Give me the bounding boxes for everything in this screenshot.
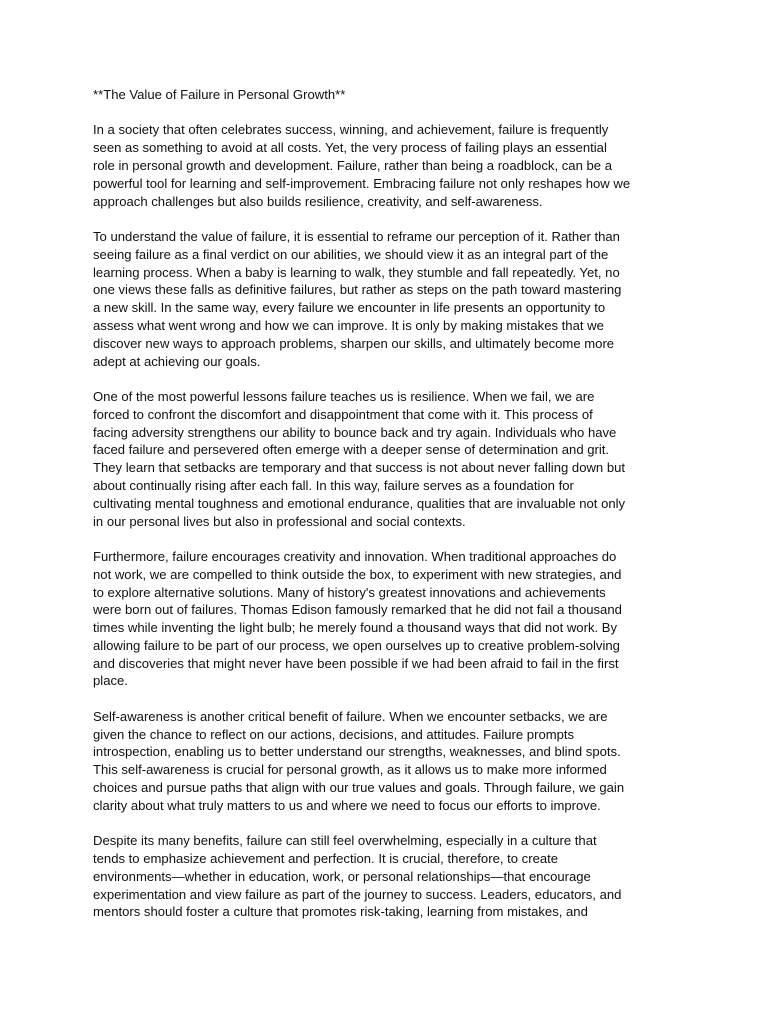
- paragraph-line: assess what went wrong and how we can improve. It is only by making mistakes that we: [93, 317, 604, 333]
- paragraph-line: To understand the value of failure, it is essential to reframe our perception of it. Rather than: [93, 228, 620, 244]
- paragraph-line: seeing failure as a final verdict on our abilities, we should view it as an integral part of the: [93, 246, 609, 262]
- paragraph-line: forced to confront the discomfort and disappointment that come with it. This process of: [93, 406, 593, 422]
- paragraph-line: faced failure and persevered often emerge with a deeper sense of determination and grit.: [93, 442, 610, 458]
- paragraph-line: adept at achieving our goals.: [93, 353, 261, 369]
- paragraph: [93, 228, 683, 370]
- paragraph-line: approach challenges but also builds resilience, creativity, and self-awareness.: [93, 193, 543, 209]
- paragraph-line: to explore alternative solutions. Many of history's greatest innovations and achievements: [93, 584, 606, 600]
- paragraph-line: in our personal lives but also in professional and social contexts.: [93, 513, 466, 529]
- paragraph-line: about continually rising after each fall. In this way, failure serves as a foundation for: [93, 477, 574, 493]
- paragraph-line: mentors should foster a culture that promotes risk-taking, learning from mistakes, and: [93, 904, 588, 920]
- paragraph-line: Despite its many benefits, failure can still feel overwhelming, especially in a culture that: [93, 833, 597, 849]
- paragraph-line: experimentation and view failure as part of the journey to success. Leaders, educators, and: [93, 886, 622, 902]
- paragraph-line: powerful tool for learning and self-improvement. Embracing failure not only reshapes how we: [93, 175, 631, 191]
- paragraph-line: one views these falls as definitive failures, but rather as steps on the path toward mastering: [93, 282, 622, 298]
- paragraph: [93, 388, 683, 530]
- paragraph-line: allowing failure to be part of our process, we open ourselves up to creative problem-solving: [93, 637, 620, 653]
- paragraph: [93, 832, 683, 921]
- paragraph-line: a new skill. In the same way, every failure we encounter in life presents an opportunity to: [93, 300, 606, 316]
- paragraph-line: choices and pursue paths that align with our true values and goals. Through failure, we gain: [93, 780, 625, 796]
- paragraph-line: In a society that often celebrates success, winning, and achievement, failure is frequently: [93, 122, 609, 138]
- paragraph-line: place.: [93, 673, 128, 689]
- paragraph-line: times while inventing the light bulb; he merely found a thousand ways that did not work. By: [93, 620, 618, 636]
- paragraph: [93, 121, 683, 210]
- paragraph-line: not work, we are compelled to think outside the box, to experiment with new strategies, and: [93, 566, 622, 582]
- paragraph-line: clarity about what truly matters to us and where we need to focus our efforts to improve.: [93, 797, 601, 813]
- paragraph-list: [93, 121, 683, 921]
- paragraph-line: learning process. When a baby is learning to walk, they stumble and fall repeatedly. Yet, no: [93, 264, 620, 280]
- paragraph-line: and discoveries that might never have been possible if we had been afraid to fail in the first: [93, 655, 619, 671]
- document-title: **The Value of Failure in Personal Growth**: [93, 87, 346, 102]
- paragraph-line: They learn that setbacks are temporary and that success is not about never falling down but: [93, 460, 626, 476]
- paragraph-line: discover new ways to approach problems, sharpen our skills, and ultimately become more: [93, 335, 615, 351]
- paragraph-line: were born out of failures. Thomas Edison famously remarked that he did not fail a thousand: [93, 602, 622, 618]
- paragraph-line: seen as something to avoid at all costs. Yet, the very process of failing plays an essential: [93, 140, 607, 156]
- paragraph-line: tends to emphasize achievement and perfection. It is crucial, therefore, to create: [93, 851, 559, 867]
- paragraph-line: role in personal growth and development. Failure, rather than being a roadblock, can be a: [93, 157, 612, 173]
- paragraph-line: Furthermore, failure encourages creativity and innovation. When traditional approaches do: [93, 548, 617, 564]
- paragraph-line: Self-awareness is another critical benefit of failure. When we encounter setbacks, we are: [93, 708, 608, 724]
- paragraph-line: This self-awareness is crucial for personal growth, as it allows us to make more informed: [93, 762, 607, 778]
- paragraph-line: One of the most powerful lessons failure teaches us is resilience. When we fail, we are: [93, 388, 595, 404]
- paragraph-line: introspection, enabling us to better understand our strengths, weaknesses, and blind spots.: [93, 744, 621, 760]
- paragraph: [93, 708, 683, 815]
- paragraph-line: cultivating mental toughness and emotional endurance, qualities that are invaluable not only: [93, 495, 626, 511]
- paragraph-line: given the chance to reflect on our actions, decisions, and attitudes. Failure prompts: [93, 726, 575, 742]
- document-body: [93, 86, 683, 939]
- paragraph-line: environments—whether in education, work, or personal relationships—that encourage: [93, 868, 591, 884]
- paragraph-line: facing adversity strengthens our ability to bounce back and try again. Individuals who have: [93, 424, 617, 440]
- paragraph: [93, 548, 683, 690]
